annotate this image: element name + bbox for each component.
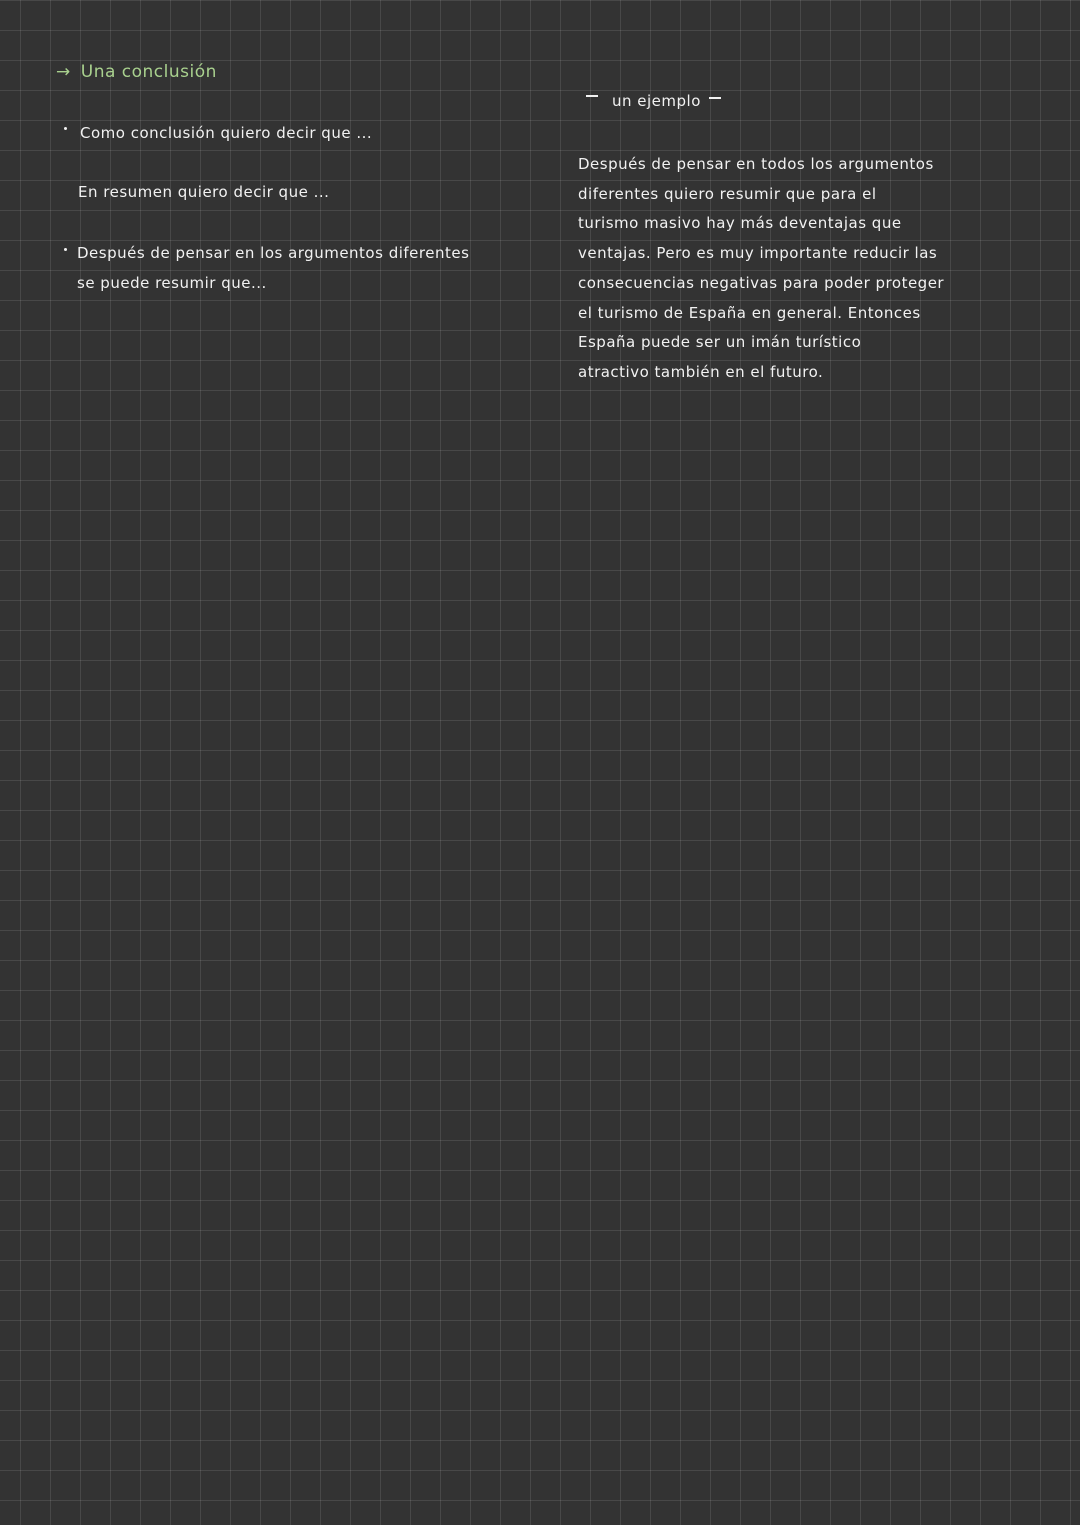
bullet-dot-icon: [64, 127, 67, 130]
example-line: diferentes quiero resumir que para el: [578, 184, 877, 203]
example-line: ventajas. Pero es muy importante reducir las: [578, 244, 938, 263]
example-line: turismo masivo hay más deventajas que: [578, 214, 902, 233]
dash-icon: [709, 97, 721, 99]
phrase-como-conclusion: Como conclusión quiero decir que ...: [80, 124, 373, 142]
section-heading: [56, 62, 217, 82]
dash-icon: [586, 95, 598, 97]
example-paragraph: [578, 150, 998, 388]
phrase-line: Después de pensar en los argumentos diferentes: [77, 244, 470, 262]
phrase-en-resumen: En resumen quiero decir que ...: [78, 183, 330, 201]
bullet-dot-icon: [64, 248, 67, 251]
example-line: consecuencias negativas para poder proteger: [578, 273, 945, 292]
example-line: España puede ser un imán turístico: [578, 333, 862, 352]
example-line: atractivo también en el futuro.: [578, 362, 824, 381]
example-line: Después de pensar en todos los argumentos: [578, 155, 934, 173]
arrow-right-icon: →: [56, 62, 71, 82]
phrase-despues-de-pensar: [77, 238, 469, 298]
example-title: [586, 92, 721, 110]
example-title-text: un ejemplo: [612, 92, 701, 110]
example-line: el turismo de España en general. Entonces: [578, 303, 921, 322]
heading-text: Una conclusión: [80, 62, 217, 82]
phrase-line: se puede resumir que...: [77, 274, 267, 292]
